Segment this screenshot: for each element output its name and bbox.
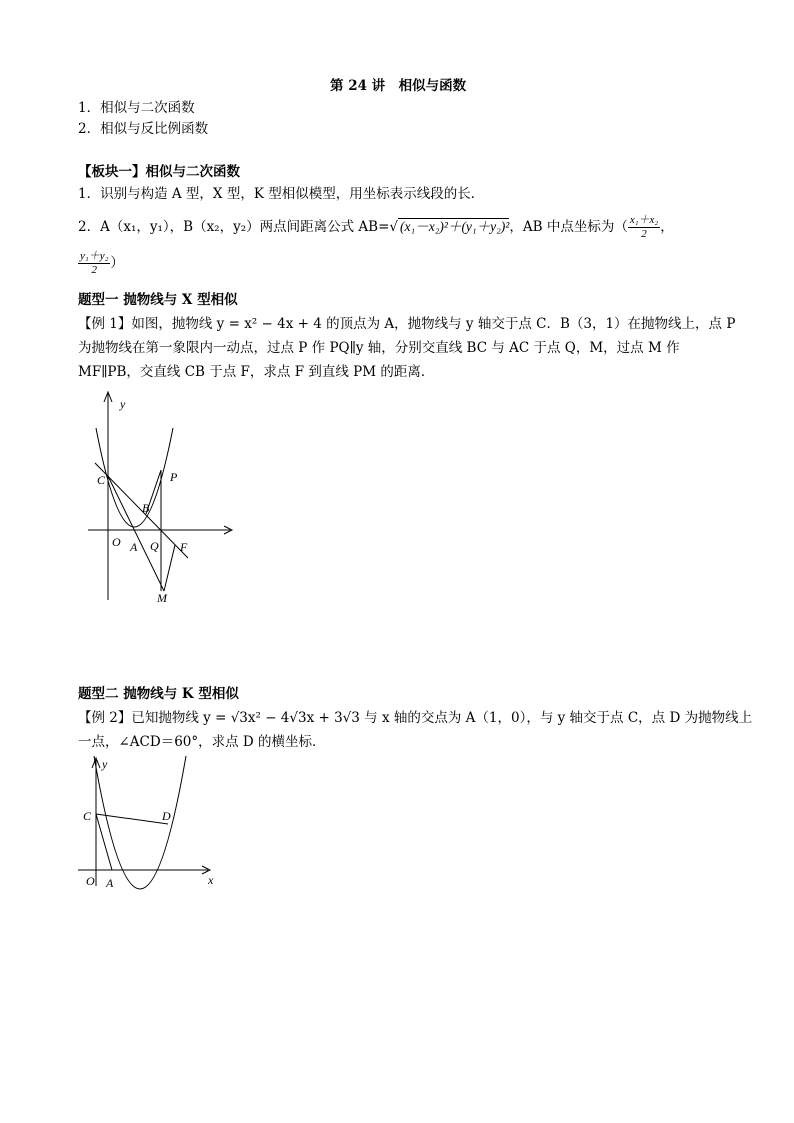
- line-mf: [164, 545, 175, 591]
- fig1-label-b: B: [142, 501, 150, 515]
- example1-figure: [78, 388, 248, 608]
- fig2-label-x: x: [208, 873, 214, 887]
- fig1-label-o: O: [112, 535, 121, 549]
- midpoint-y-denominator: 2: [91, 264, 97, 276]
- outline-item-2: 2．相似与反比例函数: [78, 121, 209, 137]
- fig1-label-q: Q: [150, 539, 159, 553]
- lecture-title: 第 24 讲 相似与函数: [330, 78, 467, 94]
- midpoint-text: ，AB 中点坐标为（: [509, 219, 628, 235]
- fig2-label-c: C: [83, 809, 92, 823]
- midpoint-x-denominator: 2: [641, 228, 647, 240]
- midpoint-close-paren: ）: [110, 255, 124, 271]
- midpoint-x-numerator: x₁＋x₂: [629, 214, 659, 226]
- type1-heading: 题型一 抛物线与 X 型相似: [78, 292, 238, 308]
- module-point-2: [78, 214, 674, 241]
- example2-line-1: 【例 2】已知抛物线 y = √3x² − 4√3x + 3√3 与 x 轴的交点为 A（1，0），与 y 轴交于点 C，点 D 为抛物线上: [78, 710, 753, 726]
- line-ca: [108, 476, 164, 591]
- fig1-label-c: C: [97, 473, 106, 487]
- distance-formula-radicand: (x₁－x₂)²＋(y₁＋y₂)²: [400, 219, 510, 234]
- fig1-label-y: y: [120, 397, 126, 411]
- outline-item-1: 1．相似与二次函数: [78, 100, 195, 116]
- example2-figure: [74, 754, 224, 896]
- fig1-label-m: M: [157, 591, 167, 605]
- module-point-2-cont: [78, 250, 124, 277]
- midpoint-comma: ，: [660, 219, 674, 235]
- fig1-label-a: A: [130, 540, 138, 554]
- fig2-label-y: y: [102, 757, 108, 771]
- fig2-label-o: O: [86, 874, 95, 888]
- example2-line-2: 一点，∠ACD＝60°，求点 D 的横坐标．: [78, 734, 326, 750]
- type2-heading: 题型二 抛物线与 K 型相似: [78, 686, 239, 702]
- example1-line-1: 【例 1】如图，抛物线 y = x² − 4x + 4 的顶点为 A，抛物线与 y 轴交于点 C．B（3，1）在抛物线上，点 P: [78, 316, 736, 332]
- module-point-1: 1．识别与构造 A 型，X 型，K 型相似模型，用坐标表示线段的长．: [78, 186, 485, 202]
- example1-line-3: MF∥PB，交直线 CB 于点 F，求点 F 到直线 PM 的距离．: [78, 364, 435, 380]
- distance-formula-text: 2．A（x₁，y₁），B（x₂，y₂）两点间距离公式 AB=: [78, 219, 390, 235]
- parabola-curve: [94, 756, 186, 889]
- fig1-label-p: P: [170, 470, 178, 484]
- example1-line-2: 为抛物线在第一象限内一动点，过点 P 作 PQ∥y 轴，分别交直线 BC 与 AC 于点 Q，M，过点 M 作: [78, 340, 680, 356]
- fig2-label-d: D: [162, 809, 171, 823]
- fig2-label-a: A: [106, 876, 114, 890]
- midpoint-y-numerator: y₁＋y₂: [80, 250, 109, 262]
- fig1-label-f: F: [180, 540, 188, 554]
- line-ca: [96, 814, 112, 870]
- midpoint-y-fraction: [78, 250, 110, 277]
- module-heading: 【板块一】相似与二次函数: [78, 164, 240, 180]
- sqrt-sign: √: [389, 219, 399, 235]
- midpoint-x-fraction: [628, 214, 660, 241]
